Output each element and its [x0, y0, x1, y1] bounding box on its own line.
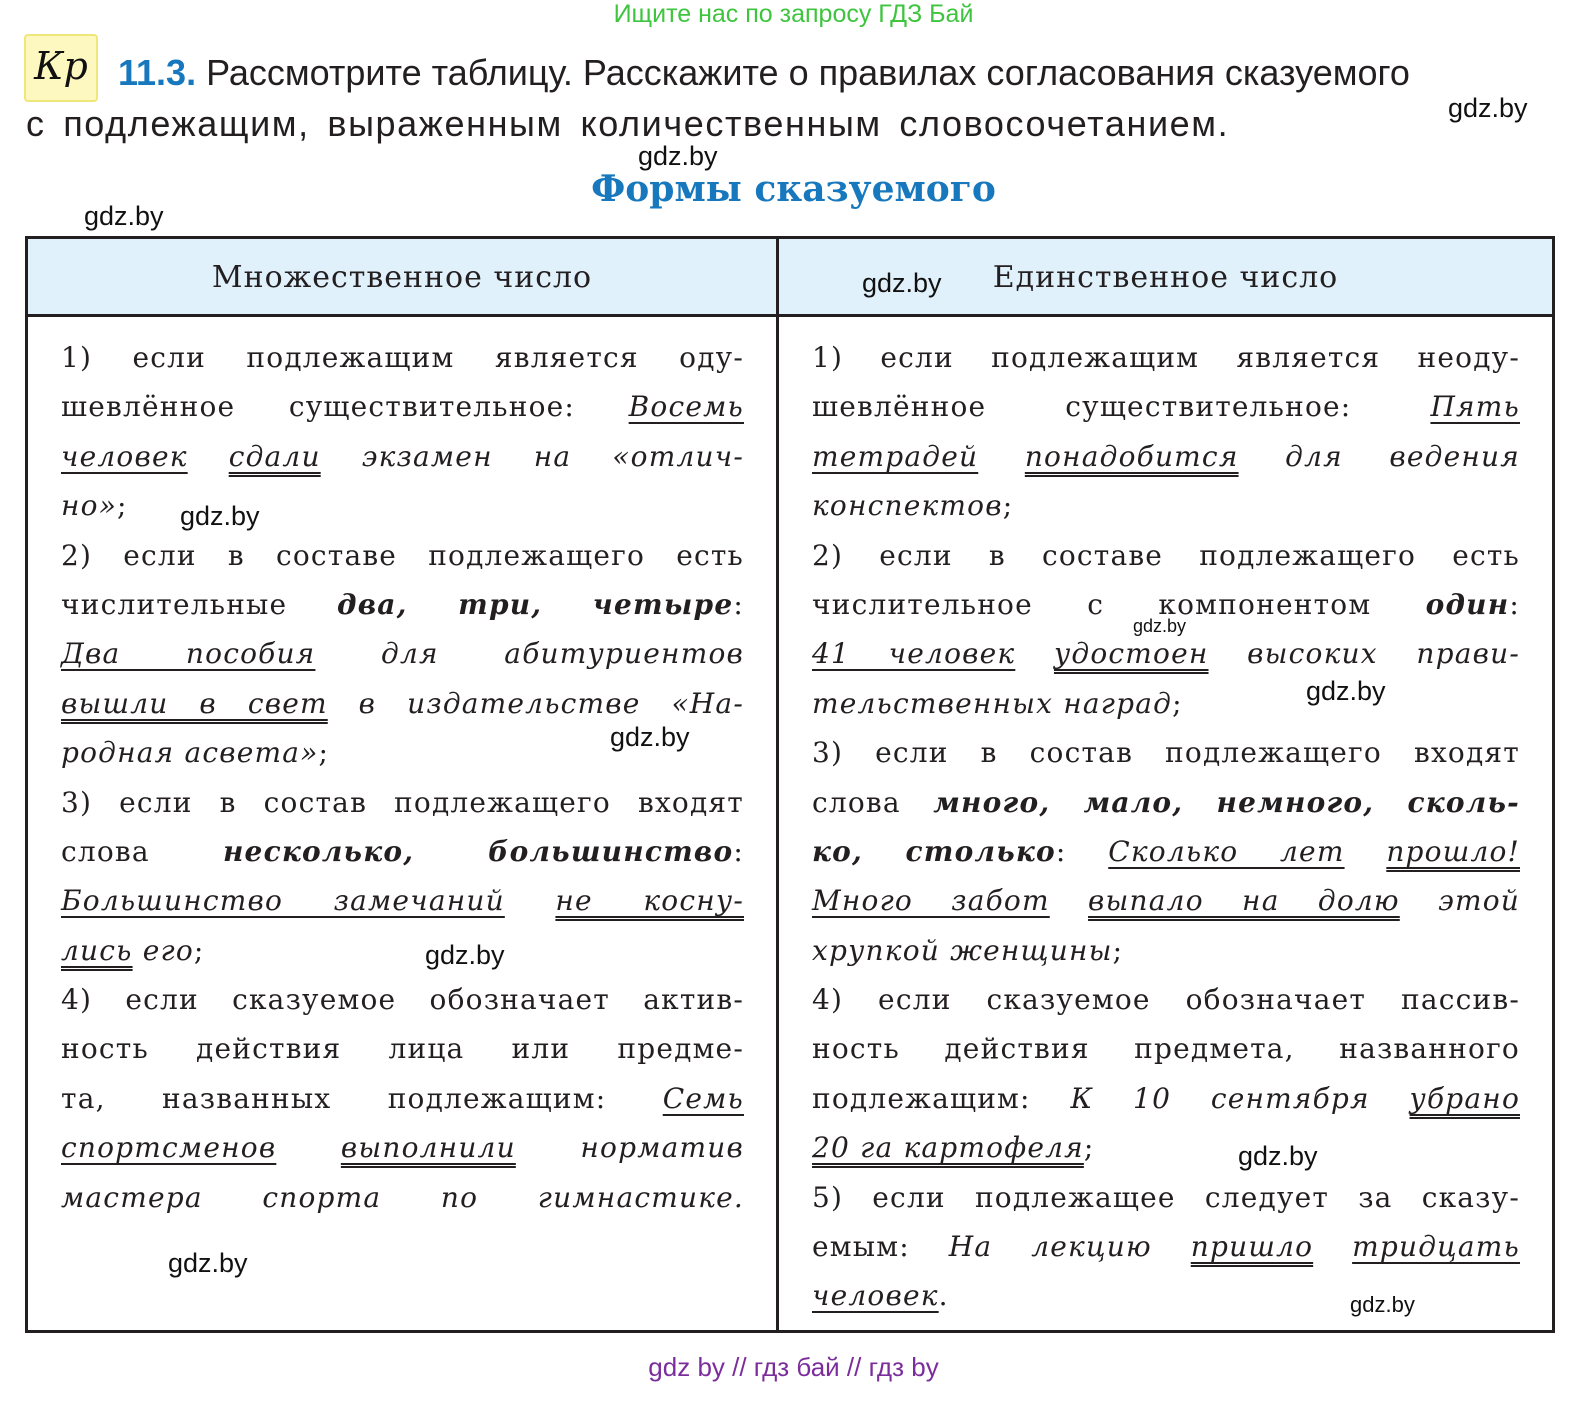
text: . [938, 1279, 949, 1313]
rule-line [812, 827, 1520, 876]
text [1015, 637, 1054, 670]
italic-example: конспектов [812, 489, 1003, 523]
text: ; [1172, 686, 1183, 720]
predicate-double-underlined: удостоен [1053, 637, 1209, 671]
subject-underlined: Семь [662, 1081, 744, 1115]
text: подлежащим: [812, 1081, 1071, 1115]
italic-example: в издательстве «На- [327, 686, 744, 720]
text: 2) если в составе подлежащего есть [61, 538, 744, 572]
rule-line [812, 679, 1520, 728]
text: та, названных подлежащим: [61, 1081, 663, 1115]
rule-line [61, 1123, 744, 1172]
text: числительные [61, 587, 338, 621]
text: слова [812, 785, 934, 819]
rule-line [812, 1074, 1520, 1123]
rule-line [812, 926, 1520, 975]
rule-line [61, 333, 744, 382]
text: емым: [812, 1230, 949, 1264]
rule-line [61, 481, 744, 530]
watermark: gdz.by [84, 201, 164, 231]
rule-line [61, 827, 744, 876]
text: ; [1083, 1131, 1095, 1165]
predicate-double-underlined: лись [61, 933, 133, 967]
bold-keyword: много, мало, немного, сколь- [933, 785, 1520, 819]
subject-underlined: тетрадей [812, 439, 979, 473]
watermark: gdz.by [180, 501, 260, 531]
subject-underlined: Много забот [812, 884, 1050, 918]
rule-line [61, 580, 744, 629]
rule-line [61, 1024, 744, 1073]
watermark: gdz.by [1238, 1141, 1318, 1171]
rule-line [61, 629, 744, 678]
text: ; [318, 736, 330, 770]
subject-underlined: Два пособия [61, 637, 316, 671]
table-header [28, 239, 1552, 317]
text: : [1055, 834, 1109, 868]
column-divider [776, 239, 779, 1330]
text: ность действия лица или предме- [61, 1032, 744, 1066]
rule-line [812, 778, 1520, 827]
italic-example: норматив [515, 1131, 744, 1165]
subject-underlined: 41 человек [812, 637, 1016, 671]
text: ; [117, 489, 128, 523]
italic-example: экзамен на «отлич- [320, 439, 744, 473]
task-line-2: с подлежащим, выраженным количественным словосочетанием. [26, 103, 1230, 144]
rule-line [812, 876, 1520, 925]
italic-example: тельственных наград [812, 686, 1173, 720]
rule-line [61, 531, 744, 580]
predicate-double-underlined: понадобится [1024, 439, 1239, 473]
task-text: Рассмотрите таблицу. Расскажите о правилах согласования сказуемого [206, 52, 1410, 93]
text: : [1509, 587, 1520, 621]
text: ; [1112, 933, 1124, 967]
rule-line [812, 481, 1520, 530]
rule-line [812, 1123, 1520, 1172]
italic-example: хрупкой женщины [812, 933, 1113, 967]
rule-line [812, 975, 1520, 1024]
rule-line [61, 876, 744, 925]
italic-example: родная асвета» [61, 736, 319, 770]
predicate-double-underlined: сдали [228, 439, 321, 473]
text [1313, 1230, 1352, 1263]
bold-keyword: ко, столько [812, 834, 1056, 868]
text [505, 884, 556, 917]
text [1345, 835, 1387, 868]
subject-underlined: Большинство замечаний [61, 884, 505, 918]
predicate-double-underlined: пришло [1190, 1230, 1314, 1264]
watermark: gdz.by [168, 1248, 248, 1278]
watermark: gdz.by [1133, 616, 1187, 636]
text: числительное с компонентом [812, 587, 1426, 621]
subject-underlined: человек [61, 439, 188, 473]
search-hint: Ищите нас по запросу ГДЗ Бай [613, 0, 974, 28]
rule-line [61, 432, 744, 481]
text: ность действия предмета, названного [812, 1032, 1520, 1066]
predicate-double-underlined: вышли в свет [61, 686, 328, 720]
rule-line [61, 1173, 744, 1222]
rule-line [61, 382, 744, 431]
bold-keyword: несколько, большинство [222, 834, 734, 868]
rule-line [61, 926, 744, 975]
predicate-double-underlined: 20 га картофеля [812, 1131, 1084, 1165]
rule-line [812, 1024, 1520, 1073]
text: 5) если подлежащее следует за сказу- [812, 1180, 1520, 1214]
text: : [733, 834, 745, 868]
italic-example: К 10 сентября [1070, 1081, 1370, 1115]
text: ; [193, 933, 205, 967]
text: 2) если в составе подлежащего есть [812, 538, 1520, 572]
rule-line [61, 975, 744, 1024]
predicate-double-underlined: выпало на долю [1088, 884, 1400, 918]
watermark: gdz.by [1350, 1292, 1415, 1317]
italic-example: На лекцию [948, 1230, 1152, 1264]
rule-line [812, 382, 1520, 431]
rule-line [812, 333, 1520, 382]
text: ; [1002, 489, 1014, 523]
watermark: gdz.by [425, 940, 505, 970]
watermark: gdz.by [610, 722, 690, 752]
text [978, 440, 1025, 473]
singular-rules [812, 333, 1520, 1321]
watermark: gdz.by [638, 141, 718, 171]
watermark: gdz.by [1306, 676, 1386, 706]
header-plural: Множественное число [211, 260, 593, 295]
rule-line [61, 1074, 744, 1123]
italic-example: высоких прави- [1208, 637, 1520, 671]
italic-example: этой [1399, 884, 1520, 918]
rule-line [812, 1173, 1520, 1222]
header-singular: Единственное число [992, 260, 1339, 295]
plural-rules [61, 333, 744, 1222]
italic-example: для ведения [1238, 439, 1521, 473]
text: 3) если в состав подлежащего входят [812, 736, 1520, 770]
text [188, 440, 229, 473]
predicate-double-underlined: не косну- [555, 884, 744, 918]
task-line-1 [118, 52, 1410, 94]
text: 3) если в состав подлежащего входят [61, 785, 744, 819]
rule-line [61, 778, 744, 827]
subject-underlined: человек [812, 1279, 939, 1313]
forms-table [25, 236, 1555, 1333]
kr-badge-icon: Кр [24, 34, 98, 102]
text: 4) если сказуемое обозначает актив- [61, 983, 744, 1017]
subject-underlined: Сколько лет [1108, 834, 1345, 868]
footer-links: gdz by // гдз бай // гдз by [648, 1352, 939, 1382]
italic-example: но» [61, 489, 118, 523]
text [1370, 1082, 1410, 1115]
rule-line [812, 728, 1520, 777]
table-title: Формы сказуемого [591, 168, 996, 210]
predicate-double-underlined: убрано [1409, 1081, 1520, 1115]
italic-example: его [132, 933, 194, 967]
bold-keyword: два, три, четыре [337, 587, 734, 621]
rule-line [812, 1222, 1520, 1271]
text [276, 1131, 341, 1164]
predicate-double-underlined: прошло! [1386, 834, 1520, 868]
watermark: gdz.by [1448, 93, 1528, 123]
task-number: 11.3. [118, 52, 197, 93]
subject-underlined: Восемь [628, 390, 744, 424]
predicate-double-underlined: выполнили [340, 1131, 516, 1165]
italic-example: мастера спорта по гимнастике. [61, 1180, 744, 1214]
text: шевлённое существительное: [812, 390, 1431, 424]
rule-line [812, 531, 1520, 580]
bold-keyword: один [1425, 587, 1510, 621]
subject-underlined: тридцать [1352, 1230, 1520, 1264]
rule-line [61, 679, 744, 728]
text: 1) если подлежащим является неоду- [812, 341, 1520, 374]
italic-example: для абитуриентов [315, 637, 744, 671]
watermark: gdz.by [862, 268, 942, 298]
subject-underlined: спортсменов [61, 1131, 277, 1165]
rule-line [812, 432, 1520, 481]
text: 4) если сказуемое обозначает пассив- [812, 983, 1520, 1017]
text: слова [61, 834, 223, 868]
subject-underlined: Пять [1430, 390, 1520, 424]
text: шевлённое существительное: [61, 390, 629, 424]
text [1152, 1230, 1191, 1263]
text [1050, 884, 1088, 917]
text: 1) если подлежащим является оду- [61, 341, 744, 374]
text: : [733, 587, 744, 621]
